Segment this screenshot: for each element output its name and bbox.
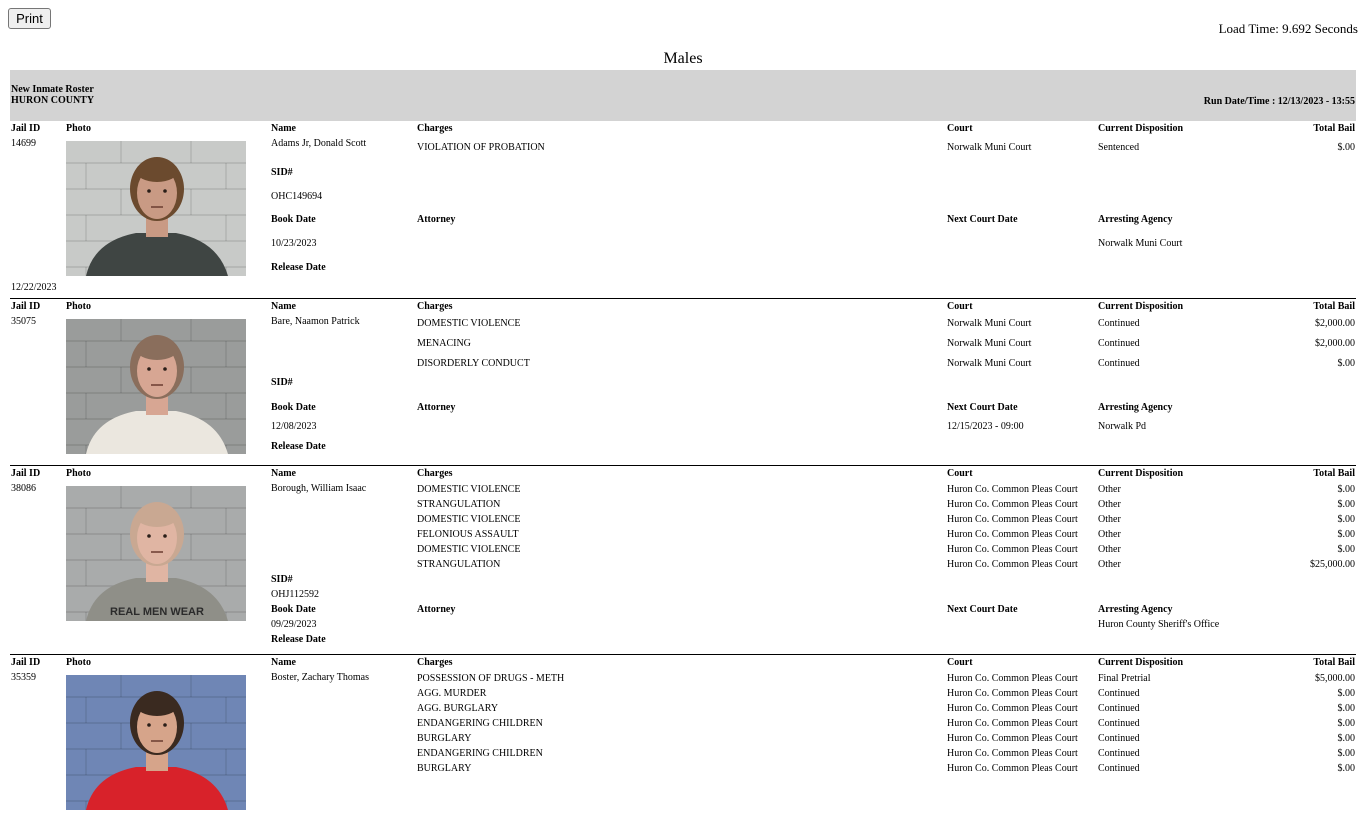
charge: AGG. BURGLARY: [417, 703, 499, 714]
arresting-agency: Norwalk Pd: [1098, 421, 1147, 432]
jail-id: 14699: [11, 138, 36, 149]
print-button[interactable]: Print: [8, 8, 51, 29]
label-total-bail: Total Bail: [1313, 468, 1355, 479]
charge: AGG. MURDER: [417, 688, 487, 699]
inmate-record: [10, 301, 1356, 466]
charge-bail: $.00: [1337, 529, 1355, 540]
charge-court: Huron Co. Common Pleas Court: [947, 544, 1078, 555]
label-arresting-agency: Arresting Agency: [1098, 402, 1173, 413]
charge-disposition: Continued: [1098, 703, 1140, 714]
label-court: Court: [947, 468, 973, 479]
charge: DISORDERLY CONDUCT: [417, 358, 530, 369]
label-attorney: Attorney: [417, 604, 456, 615]
charge-bail: $.00: [1337, 514, 1355, 525]
charge-bail: $.00: [1337, 718, 1355, 729]
label-photo: Photo: [66, 123, 91, 134]
book-date: 10/23/2023: [271, 238, 317, 249]
next-court-date: 12/15/2023 - 09:00: [947, 421, 1024, 432]
label-court: Court: [947, 301, 973, 312]
label-release-date: Release Date: [271, 441, 326, 452]
inmate-record: [10, 123, 1356, 299]
charge-disposition: Final Pretrial: [1098, 673, 1151, 684]
inmate-record: [10, 468, 1356, 655]
charge-bail: $.00: [1337, 748, 1355, 759]
label-current-disposition: Current Disposition: [1098, 123, 1184, 134]
label-charges: Charges: [417, 657, 453, 668]
charge-court: Norwalk Muni Court: [947, 338, 1032, 349]
section-title: Males: [663, 50, 703, 67]
charge-court: Huron Co. Common Pleas Court: [947, 514, 1078, 525]
charge-court: Huron Co. Common Pleas Court: [947, 673, 1078, 684]
sid-value: OHJ112592: [271, 589, 319, 600]
charge-bail: $.00: [1337, 484, 1355, 495]
label-jail-id: Jail ID: [11, 468, 41, 479]
load-time: Load Time: 9.692 Seconds: [1218, 21, 1358, 36]
charge-bail: $25,000.00: [1310, 559, 1355, 570]
charge: DOMESTIC VIOLENCE: [417, 484, 521, 495]
label-jail-id: Jail ID: [11, 123, 41, 134]
charge-bail: $.00: [1337, 544, 1355, 555]
charge: ENDANGERING CHILDREN: [417, 748, 543, 759]
charge: DOMESTIC VIOLENCE: [417, 514, 521, 525]
inmate-name: Adams Jr, Donald Scott: [271, 138, 367, 149]
inmate-name: Borough, William Isaac: [271, 483, 367, 494]
label-jail-id: Jail ID: [11, 301, 41, 312]
charge: VIOLATION OF PROBATION: [417, 142, 545, 153]
charge-bail: $.00: [1337, 499, 1355, 510]
charge-court: Huron Co. Common Pleas Court: [947, 688, 1078, 699]
charge-disposition: Other: [1098, 499, 1121, 510]
charge: STRANGULATION: [417, 559, 501, 570]
jail-id: 35359: [11, 672, 36, 683]
charge-disposition: Continued: [1098, 733, 1140, 744]
arresting-agency: Huron County Sheriff's Office: [1098, 619, 1220, 630]
charge-court: Norwalk Muni Court: [947, 358, 1032, 369]
label-current-disposition: Current Disposition: [1098, 657, 1184, 668]
book-date: 12/08/2023: [271, 421, 317, 432]
charge: FELONIOUS ASSAULT: [417, 529, 519, 540]
label-next-court-date: Next Court Date: [947, 604, 1018, 615]
label-total-bail: Total Bail: [1313, 123, 1355, 134]
charge-disposition: Continued: [1098, 718, 1140, 729]
label-name: Name: [271, 123, 296, 134]
charge-disposition: Other: [1098, 544, 1121, 555]
charge-disposition: Other: [1098, 484, 1121, 495]
charge: DOMESTIC VIOLENCE: [417, 544, 521, 555]
charge: BURGLARY: [417, 763, 472, 774]
charge-disposition: Continued: [1098, 688, 1140, 699]
charge: STRANGULATION: [417, 499, 501, 510]
label-charges: Charges: [417, 123, 453, 134]
charge-court: Huron Co. Common Pleas Court: [947, 559, 1078, 570]
charge: DOMESTIC VIOLENCE: [417, 318, 521, 329]
charge-court: Huron Co. Common Pleas Court: [947, 733, 1078, 744]
report-county: HURON COUNTY: [11, 95, 95, 106]
label-sid: SID#: [271, 167, 293, 178]
inmate-name: Bare, Naamon Patrick: [271, 316, 360, 327]
report-title: New Inmate Roster: [11, 84, 94, 95]
label-photo: Photo: [66, 657, 91, 668]
label-attorney: Attorney: [417, 402, 456, 413]
label-sid: SID#: [271, 377, 293, 388]
charge-bail: $.00: [1337, 358, 1355, 369]
jail-id: 35075: [11, 316, 36, 327]
sid-value: OHC149694: [271, 191, 323, 202]
charge-bail: $2,000.00: [1315, 338, 1355, 349]
shirt-lettering: REAL MEN WEAR: [110, 606, 204, 618]
charge: MENACING: [417, 338, 471, 349]
charge-bail: $2,000.00: [1315, 318, 1355, 329]
charge-bail: $.00: [1337, 733, 1355, 744]
charge-disposition: Other: [1098, 559, 1121, 570]
label-jail-id: Jail ID: [11, 657, 41, 668]
label-name: Name: [271, 657, 296, 668]
label-release-date: Release Date: [271, 262, 326, 273]
label-next-court-date: Next Court Date: [947, 402, 1018, 413]
charge-bail: $.00: [1337, 688, 1355, 699]
label-book-date: Book Date: [271, 402, 316, 413]
inmate-photo: [66, 141, 246, 276]
release-date: 12/22/2023: [11, 282, 57, 293]
jail-id: 38086: [11, 483, 36, 494]
charge-court: Huron Co. Common Pleas Court: [947, 499, 1078, 510]
charge-court: Huron Co. Common Pleas Court: [947, 529, 1078, 540]
label-charges: Charges: [417, 301, 453, 312]
label-photo: Photo: [66, 301, 91, 312]
charge-bail: $.00: [1337, 763, 1355, 774]
label-photo: Photo: [66, 468, 91, 479]
label-total-bail: Total Bail: [1313, 657, 1355, 668]
label-attorney: Attorney: [417, 214, 456, 225]
book-date: 09/29/2023: [271, 619, 317, 630]
label-total-bail: Total Bail: [1313, 301, 1355, 312]
label-current-disposition: Current Disposition: [1098, 468, 1184, 479]
charge-bail: $.00: [1337, 703, 1355, 714]
arresting-agency: Norwalk Muni Court: [1098, 238, 1183, 249]
charge-court: Huron Co. Common Pleas Court: [947, 763, 1078, 774]
charge-court: Norwalk Muni Court: [947, 142, 1032, 153]
label-book-date: Book Date: [271, 604, 316, 615]
charge-court: Huron Co. Common Pleas Court: [947, 703, 1078, 714]
charge-disposition: Other: [1098, 514, 1121, 525]
charge-disposition: Continued: [1098, 318, 1140, 329]
charge-bail: $.00: [1337, 142, 1355, 153]
charge-disposition: Continued: [1098, 748, 1140, 759]
label-court: Court: [947, 123, 973, 134]
label-arresting-agency: Arresting Agency: [1098, 604, 1173, 615]
label-arresting-agency: Arresting Agency: [1098, 214, 1173, 225]
charge-bail: $5,000.00: [1315, 673, 1355, 684]
charge-court: Huron Co. Common Pleas Court: [947, 718, 1078, 729]
report-header: [10, 70, 1356, 121]
label-current-disposition: Current Disposition: [1098, 301, 1184, 312]
charge: POSSESSION OF DRUGS - METH: [417, 673, 565, 684]
label-name: Name: [271, 468, 296, 479]
label-name: Name: [271, 301, 296, 312]
run-date: Run Date/Time : 12/13/2023 - 13:55: [1203, 96, 1355, 107]
charge-disposition: Continued: [1098, 358, 1140, 369]
label-sid: SID#: [271, 574, 293, 585]
charge: BURGLARY: [417, 733, 472, 744]
inmate-record: [10, 657, 1356, 817]
charge: ENDANGERING CHILDREN: [417, 718, 543, 729]
label-charges: Charges: [417, 468, 453, 479]
charge-disposition: Continued: [1098, 763, 1140, 774]
charge-court: Huron Co. Common Pleas Court: [947, 748, 1078, 759]
label-next-court-date: Next Court Date: [947, 214, 1018, 225]
label-book-date: Book Date: [271, 214, 316, 225]
inmate-photo: [66, 486, 246, 621]
charge-court: Norwalk Muni Court: [947, 318, 1032, 329]
inmate-name: Boster, Zachary Thomas: [271, 672, 369, 683]
inmate-photo: [66, 675, 246, 810]
charge-disposition: Continued: [1098, 338, 1140, 349]
label-release-date: Release Date: [271, 634, 326, 645]
inmate-photo: [66, 319, 246, 454]
charge-disposition: Other: [1098, 529, 1121, 540]
charge-disposition: Sentenced: [1098, 142, 1140, 153]
charge-court: Huron Co. Common Pleas Court: [947, 484, 1078, 495]
label-court: Court: [947, 657, 973, 668]
